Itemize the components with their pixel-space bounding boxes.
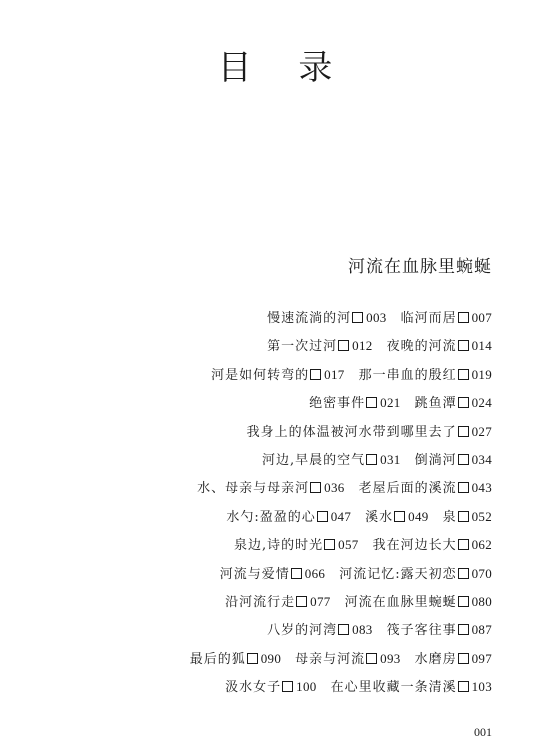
toc-entry-title: 汲水女子: [225, 680, 282, 696]
toc-line: [267, 332, 492, 360]
toc-entry[interactable]: [415, 453, 492, 468]
toc-entry-page: 031: [380, 451, 401, 467]
toc-entry[interactable]: [401, 311, 492, 326]
toc-entry-page: 066: [304, 565, 326, 581]
toc-entry-title: 绝密事件: [309, 396, 366, 412]
toc-line: [211, 361, 492, 389]
toc-entry-page: 036: [324, 480, 345, 496]
toc-entry[interactable]: [387, 623, 492, 638]
toc-entry-title: 临河而居: [400, 311, 457, 326]
section-title: 河流在血脉里蜿蜒: [348, 257, 492, 277]
toc-line: [267, 304, 492, 332]
placeholder-box-icon: [310, 369, 321, 380]
toc-entry-page: 077: [310, 593, 331, 609]
toc-entry[interactable]: [220, 567, 325, 582]
toc-entry-title: 泉边,诗的时光: [234, 538, 324, 554]
toc-line: [220, 560, 492, 588]
toc-entry[interactable]: [197, 481, 344, 496]
placeholder-box-icon: [458, 340, 469, 351]
toc-entry-page: 027: [471, 423, 492, 439]
toc-line: [247, 418, 492, 446]
toc-entry-title: 沿河流行走: [225, 594, 296, 610]
toc-entry[interactable]: [387, 339, 492, 354]
toc-entry-title: 河流与爱情: [219, 566, 290, 582]
placeholder-box-icon: [458, 369, 469, 380]
toc-entry[interactable]: [359, 481, 492, 496]
toc-entry[interactable]: [190, 652, 281, 667]
placeholder-box-icon: [458, 539, 469, 550]
toc-entry-page: 014: [471, 338, 492, 354]
toc-entry-title: 跳鱼潭: [414, 396, 457, 412]
toc-entry-page: 090: [260, 650, 282, 666]
toc-entry-title: 那一串血的殷红: [358, 367, 457, 383]
placeholder-box-icon: [394, 511, 405, 522]
placeholder-box-icon: [247, 653, 258, 664]
toc-line: [225, 588, 492, 616]
toc-entry-title: 河边,早晨的空气: [262, 452, 366, 468]
toc-entry-page: 080: [471, 593, 492, 609]
toc-entry-page: 003: [366, 310, 387, 325]
toc-entry-title: 筏子客往事: [386, 623, 457, 639]
toc-entry-title: 慢速流淌的河: [267, 311, 352, 326]
toc-entry[interactable]: [415, 652, 492, 667]
placeholder-box-icon: [324, 539, 335, 550]
placeholder-box-icon: [366, 397, 377, 408]
placeholder-box-icon: [310, 482, 321, 493]
placeholder-box-icon: [458, 312, 469, 323]
toc-entry-page: 012: [352, 338, 373, 354]
toc-entry[interactable]: [267, 311, 386, 326]
toc-entry-page: 047: [330, 508, 352, 524]
toc-entry-title: 河流记忆:露天初恋: [339, 566, 457, 582]
placeholder-box-icon: [366, 454, 377, 465]
placeholder-box-icon: [291, 568, 302, 579]
placeholder-box-icon: [366, 653, 377, 664]
toc-entry-page: 057: [338, 537, 359, 553]
toc-entry-title: 河流在血脉里蜿蜒: [344, 594, 457, 610]
toc-entry-page: 024: [471, 395, 492, 411]
page-number: 001: [474, 725, 492, 739]
placeholder-box-icon: [458, 624, 469, 635]
toc-line: [267, 616, 492, 644]
toc-entry[interactable]: [309, 396, 400, 411]
page-title: 目 录: [217, 48, 351, 88]
toc-entry[interactable]: [211, 368, 344, 383]
toc-entry[interactable]: [415, 396, 492, 411]
placeholder-box-icon: [317, 511, 328, 522]
toc-line: [225, 673, 492, 701]
placeholder-box-icon: [458, 568, 469, 579]
toc-entry[interactable]: [359, 368, 492, 383]
toc-line: [234, 531, 492, 559]
toc-line: [309, 389, 492, 417]
toc-entry[interactable]: [267, 623, 372, 638]
toc-line: [197, 474, 492, 502]
toc-entry-page: 019: [471, 366, 492, 382]
toc-entry[interactable]: [339, 567, 492, 582]
toc-entry[interactable]: [331, 680, 492, 695]
toc-entry-title: 在心里收藏一条清溪: [330, 680, 457, 696]
toc-entry-title: 母亲与河流: [295, 651, 366, 667]
toc-entry[interactable]: [365, 510, 428, 525]
placeholder-box-icon: [338, 624, 349, 635]
toc-entry-page: 083: [352, 622, 373, 638]
toc-entry-title: 倒淌河: [414, 452, 457, 468]
placeholder-box-icon: [458, 397, 469, 408]
placeholder-box-icon: [458, 653, 469, 664]
placeholder-box-icon: [352, 312, 363, 323]
placeholder-box-icon: [458, 596, 469, 607]
toc-entry-page: 103: [471, 679, 492, 695]
toc-entry-page: 021: [380, 395, 401, 411]
toc-entry-page: 087: [471, 622, 492, 638]
toc-entry-title: 水勺:盈盈的心: [226, 509, 316, 525]
toc-entry-page: 007: [471, 310, 492, 325]
toc-entry[interactable]: [267, 339, 372, 354]
placeholder-box-icon: [458, 511, 469, 522]
toc-entry[interactable]: [373, 538, 492, 553]
toc-entry-title: 溪水: [365, 509, 394, 525]
toc-entry-title: 水、母亲与母亲河: [197, 481, 310, 497]
toc-entry[interactable]: [226, 510, 351, 525]
toc-entry[interactable]: [234, 538, 359, 553]
toc-entry-title: 第一次过河: [267, 339, 338, 355]
placeholder-box-icon: [296, 596, 307, 607]
toc-entry-title: 泉: [442, 509, 457, 525]
toc-entry-title: 水磨房: [414, 651, 457, 667]
toc-entry-title: 八岁的河湾: [267, 623, 338, 639]
table-of-contents: [190, 304, 492, 701]
toc-entry-title: 河是如何转弯的: [211, 367, 310, 383]
toc-line: [190, 645, 492, 673]
placeholder-box-icon: [338, 340, 349, 351]
placeholder-box-icon: [458, 454, 469, 465]
toc-entry-title: 我身上的体温被河水带到哪里去了: [246, 424, 457, 440]
toc-entry-title: 我在河边长大: [372, 538, 457, 554]
toc-entry-page: 093: [380, 650, 401, 666]
toc-entry[interactable]: [262, 453, 401, 468]
toc-entry-page: 062: [471, 537, 492, 553]
toc-line: [262, 446, 492, 474]
placeholder-box-icon: [282, 681, 293, 692]
toc-entry[interactable]: [225, 595, 330, 610]
toc-entry[interactable]: [225, 680, 316, 695]
placeholder-box-icon: [458, 681, 469, 692]
toc-entry-page: 100: [296, 679, 317, 695]
toc-entry-page: 052: [471, 508, 492, 524]
toc-line: [226, 503, 492, 531]
placeholder-box-icon: [458, 482, 469, 493]
toc-entry[interactable]: [443, 510, 492, 525]
toc-entry-page: 049: [408, 508, 429, 524]
toc-entry-page: 043: [471, 480, 492, 496]
toc-entry-title: 夜晚的河流: [386, 339, 457, 355]
toc-entry-title: 老屋后面的溪流: [358, 481, 457, 497]
toc-entry-page: 097: [471, 650, 492, 666]
toc-entry-page: 034: [471, 451, 492, 467]
toc-entry-title: 最后的狐: [189, 651, 246, 667]
toc-entry[interactable]: [295, 652, 400, 667]
toc-entry-page: 070: [471, 565, 492, 581]
toc-entry[interactable]: [345, 595, 492, 610]
toc-entry-page: 017: [324, 366, 345, 382]
placeholder-box-icon: [458, 426, 469, 437]
toc-entry[interactable]: [247, 425, 492, 440]
